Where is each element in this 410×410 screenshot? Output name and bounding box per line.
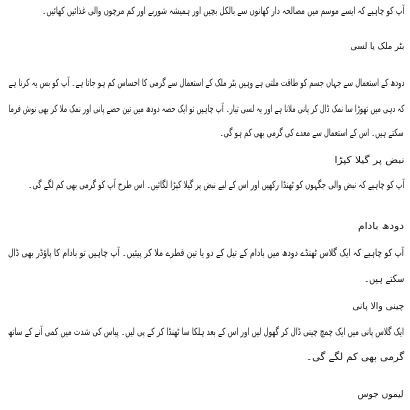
section-heading-sugar-water: چینی والا پانی [352,301,404,312]
paragraph-line: سکتے ہیں۔ اس کے استعمال سے معدے کی گرمی بھی کم ہو گی۔ [220,128,404,139]
section-heading-almond-milk: دودھ بادام [358,221,404,232]
paragraph-line: ایک گلاس پانی میں ایک چمچ چینی ڈال کر گھول لیں اور اس کے بعد ہلکا سا ٹھنڈا کر کے پی لیں۔ پیاس کی شدت میں کمی آنے کے ساتھ [8,327,404,338]
section-heading-lemon-juice: لیموں جوس [358,389,404,400]
paragraph-line: گرمی بھی کم لگے گی۔ [306,352,404,363]
section-heading-buttermilk: بٹر ملک یا لسی [350,41,404,52]
paragraph-line: آپ کو چاہیے کہ نبض والی جگہوں کو ٹھنڈا رکھیں اور اس کے لیے نبض پر گیلا کپڑا لگائیں۔ اس طرح آپ کو گرمی بھی کم لگے گی۔ [28,180,404,191]
section-heading-wet-cloth: نبض پر گیلا کپڑا [334,155,404,166]
paragraph-line: آپ کو چاہیے کہ ایک گلاس ٹھنڈے دودھ میں بادام کے تیل کے دو یا تین قطرے ملا کر پیئیں۔ آپ چاہیں تو بادام کا پاؤڈر بھی ڈال [8,248,404,259]
paragraph-line: سکتے ہیں۔ [364,274,404,285]
intro-paragraph-line: آپ کو چاہیے کہ ایسے موسم میں مصالحہ دار کھانوں سے بالکل بچیں اور ہمیشہ شوربے اور کم مرچوں والی غذائیں کھائیں۔ [42,6,404,17]
paragraph-line: کہ دہی میں تھوڑا سا نمک ڈال کر پانی ملانا ہے اور یہ لسی تیار۔ آپ چاہیں تو ایک حصہ دودھ میں تین حصے پانی اور نمک ملا کر بھی نوش فرما [8,104,404,115]
paragraph-line: دودھ کے استعمال سے جہاں جسم کو طاقت ملتی ہے وہیں بٹر ملک کے استعمال سے گرمی کا احساس کم ہو جاتا ہے۔ آپ کو بس یہ کرنا ہے [8,78,404,89]
